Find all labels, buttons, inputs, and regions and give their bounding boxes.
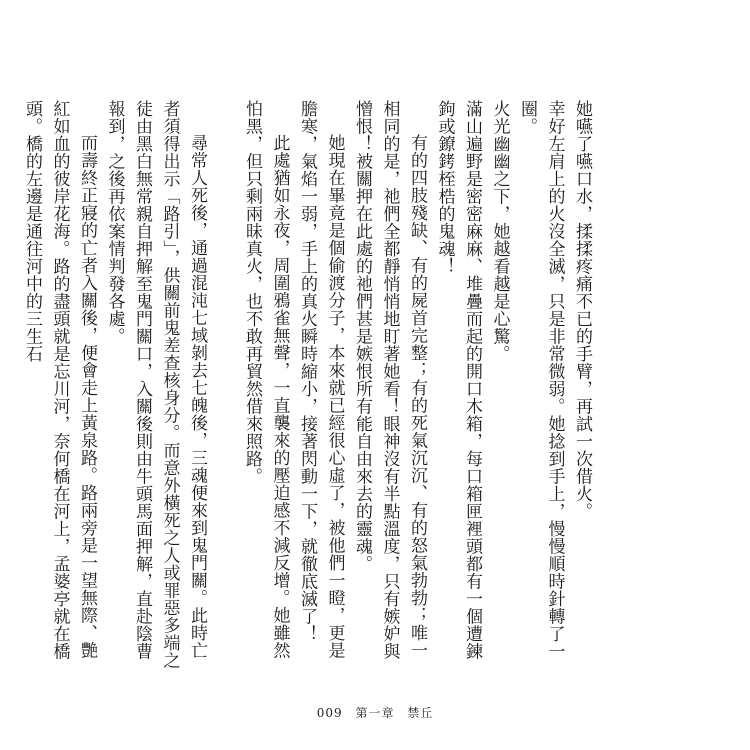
page-footer <box>0 704 750 721</box>
paragraph: 火光幽幽之下，她越看越是心驚。 <box>489 100 510 363</box>
paragraph: 有的四肢殘缺、有的屍首完整；有的死氣沉沉、有的怒氣勃勃；唯一相同的是，祂們全都靜悄悄地盯著她看！眼神沒有半點溫度，只有嫉妒與憎恨！被關押在此處的祂們甚是嫉恨所有能自由來去的靈魂。 <box>352 100 427 660</box>
paragraph: 她嚥了嚥口水，揉揉疼痛不已的手臂，再試一次借火。 <box>572 100 592 520</box>
paragraph: 尋常人死後，通過混沌七域剝去七魄後，三魂便來到鬼門關。此時亡者須得出示「路引」，供關前鬼差查核身分。而意外橫死之人或罪惡多端之徒由黑白無常親自押解至鬼門關口，入關後則由牛頭馬面押解，直赴陰曹報到，之後再依案情判發各處。 <box>104 100 207 669</box>
paragraph: 此處猶如永夜，周圍鴉雀無聲，一直襲來的壓迫感不減反增。她雖然怕黑，但只剩兩昧真火，也不敢再貿然借來照路。 <box>242 100 290 659</box>
paragraph: 她現在畢竟是個偷渡分子，本來就已經很心虛了，被他們一瞪，更是膽寒，氣焰一弱，手上的真火瞬時縮小，接著閃動一下，就徹底滅了！ <box>297 100 345 659</box>
paragraph: 而壽終正寢的亡者入關後，便會走上黃泉路。路兩旁是一望無際、艷紅如血的彼岸花海。路的盡頭就是忘川河，奈何橋在河上，孟婆亭就在橋頭。橋的左邊是通往河中的三生石 <box>22 100 97 660</box>
chapter-label: 第一章 <box>355 706 395 720</box>
chapter-title: 禁丘 <box>407 706 434 720</box>
page-number: 009 <box>316 706 343 720</box>
paragraph: 滿山遍野是密密麻麻、堆疊而起的開口木箱，每口箱匣裡頭都有一個遭鍊鉤或鐐銬桎梏的鬼魂！ <box>434 100 482 660</box>
vertical-text-body <box>22 100 595 670</box>
paragraph: 幸好左肩上的火沒全滅，只是非常微弱。她捻到手上，慢慢順時針轉了一圈。 <box>517 100 565 660</box>
